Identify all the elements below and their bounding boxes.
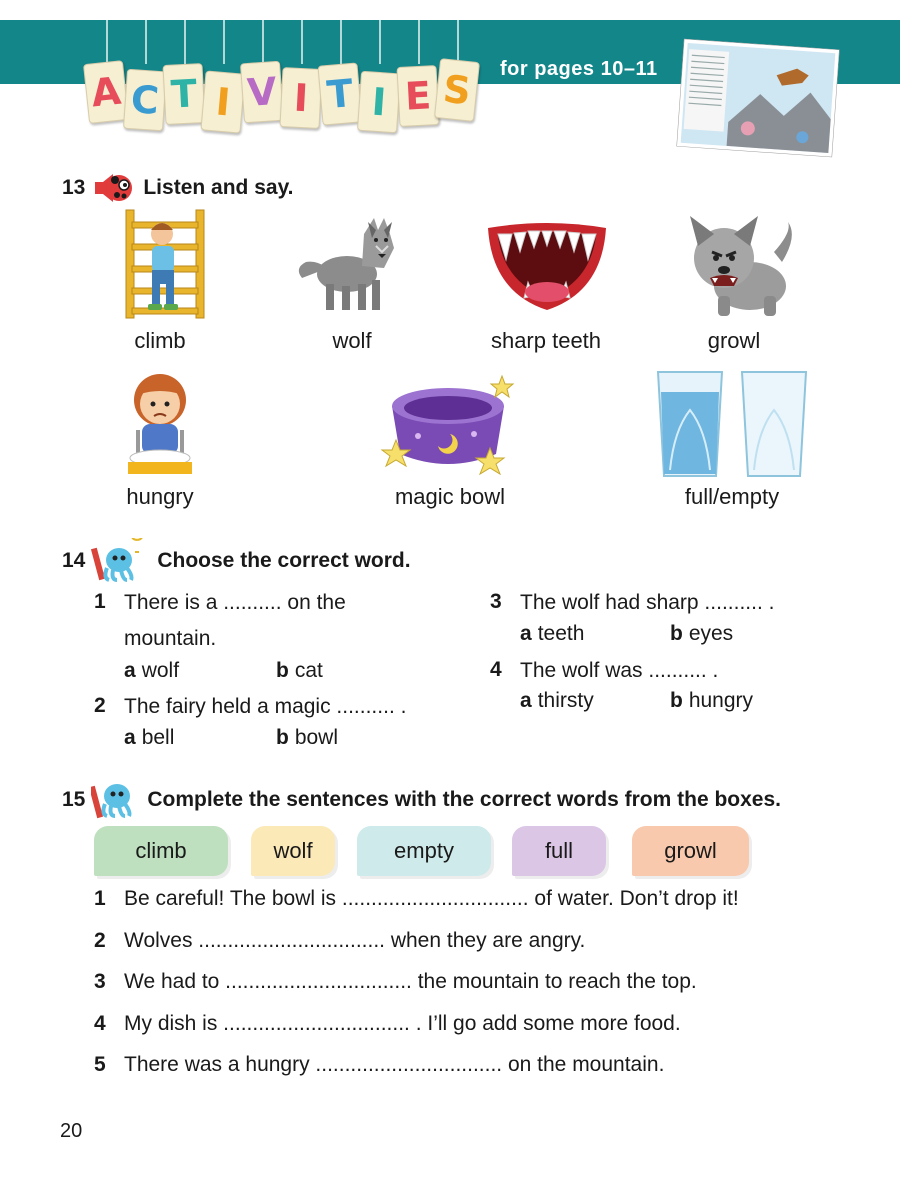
sentence-number: 2 (94, 929, 106, 952)
activities-title (86, 58, 486, 138)
sentence-4[interactable] (94, 1012, 681, 1036)
sentence-text: Be careful! The bowl is ................................ of water. Don’t drop it! (124, 887, 739, 910)
title-letter: S (434, 58, 480, 122)
title-letter: V (240, 61, 284, 124)
question-text: The fairy held a magic .......... . (124, 695, 407, 718)
word-box-wolf (251, 826, 335, 876)
climb-picture (118, 208, 214, 320)
option-text: eyes (688, 622, 734, 645)
octopus-pencil-icon (91, 778, 137, 822)
option-a[interactable] (520, 688, 594, 713)
option-b[interactable] (670, 621, 733, 646)
question-text: There is a .......... on the (124, 591, 346, 614)
option-b[interactable] (670, 688, 753, 713)
sentence-number: 5 (94, 1053, 106, 1076)
word-box-climb (94, 826, 228, 876)
sentence-5[interactable] (94, 1053, 664, 1077)
octopus-pencil-icon (91, 538, 149, 584)
exercise-number: 15 (62, 788, 86, 811)
sentence-number: 3 (94, 970, 106, 993)
sentence-number: 1 (94, 887, 106, 910)
word-growl: growl (707, 328, 761, 353)
exercise-number: 13 (62, 176, 86, 199)
exercise-instruction: Complete the sentences with the correct words from the boxes. (147, 788, 781, 811)
word-magic-bowl: magic bowl (394, 484, 506, 509)
word-box-full (512, 826, 606, 876)
option-letter: b (670, 689, 683, 712)
question-number: 1 (94, 590, 106, 613)
title-letter: I (357, 71, 401, 134)
option-letter: b (276, 659, 289, 682)
option-text: hungry (688, 689, 754, 712)
magic-bowl-picture (378, 374, 518, 482)
sentence-3[interactable] (94, 970, 697, 994)
title-letter: E (396, 65, 439, 127)
exercise-13-heading (62, 168, 294, 208)
option-letter: b (670, 622, 683, 645)
speaker-ladybug-icon (91, 168, 135, 208)
question-text-cont: mountain. (124, 627, 217, 650)
for-pages-label: for pages 10–11 (500, 58, 658, 80)
storybook-page-thumbnail (676, 39, 839, 158)
option-b[interactable] (276, 725, 338, 750)
word-climb: climb (134, 328, 186, 353)
sentence-text: There was a hungry ................................ on the mountain. (124, 1053, 665, 1076)
option-letter: a (520, 622, 532, 645)
question-number: 4 (490, 658, 502, 681)
title-letter: C (123, 69, 167, 132)
word-box-text: climb (135, 838, 187, 863)
option-a[interactable] (124, 658, 179, 683)
sharp-teeth-picture (484, 222, 610, 312)
option-letter: a (124, 726, 136, 749)
question-number: 3 (490, 590, 502, 613)
hungry-picture (124, 366, 196, 478)
option-text: teeth (537, 622, 585, 645)
option-text: bell (141, 726, 175, 749)
question-number: 2 (94, 694, 106, 717)
sentence-number: 4 (94, 1012, 106, 1035)
page-number: 20 (60, 1120, 83, 1142)
sentence-text: We had to ................................ the mountain to reach the top. (124, 970, 697, 993)
exercise-instruction: Choose the correct word. (157, 549, 411, 572)
title-letter: I (200, 70, 245, 133)
title-letter: T (317, 62, 362, 125)
sentence-2[interactable] (94, 929, 585, 953)
sentence-text: Wolves ................................ when they are angry. (124, 929, 586, 952)
exercise-14-heading (62, 538, 411, 584)
exercise-instruction: Listen and say. (143, 176, 294, 199)
option-letter: a (124, 659, 136, 682)
word-hungry: hungry (126, 484, 194, 509)
word-box-growl (632, 826, 749, 876)
option-text: bowl (294, 726, 339, 749)
sentence-1[interactable] (94, 887, 739, 911)
sentence-text: My dish is ................................ . I’ll go add some more food. (124, 1012, 681, 1035)
title-letter: I (279, 67, 322, 129)
growl-picture (684, 212, 798, 320)
option-a[interactable] (124, 725, 174, 750)
option-text: cat (294, 659, 323, 682)
question-text: The wolf was .......... . (520, 659, 719, 682)
option-text: wolf (141, 659, 180, 682)
word-box-text: growl (664, 838, 717, 863)
exercise-number: 14 (62, 549, 86, 572)
option-letter: a (520, 689, 532, 712)
word-box-text: wolf (273, 838, 313, 863)
option-b[interactable] (276, 658, 323, 683)
question-text: The wolf had sharp .......... . (520, 591, 775, 614)
full-empty-picture (656, 370, 808, 480)
word-box-text: full (544, 838, 574, 863)
exercise-15-heading (62, 778, 781, 822)
option-text: thirsty (537, 689, 594, 712)
word-full-empty: full/empty (684, 484, 780, 509)
title-letter: T (162, 63, 205, 125)
option-letter: b (276, 726, 289, 749)
title-letter: A (83, 60, 129, 124)
word-sharp-teeth: sharp teeth (490, 328, 602, 353)
wolf-picture (292, 208, 412, 314)
word-box-text: empty (394, 838, 454, 863)
word-box-empty (357, 826, 491, 876)
option-a[interactable] (520, 621, 584, 646)
word-wolf: wolf (332, 328, 372, 353)
